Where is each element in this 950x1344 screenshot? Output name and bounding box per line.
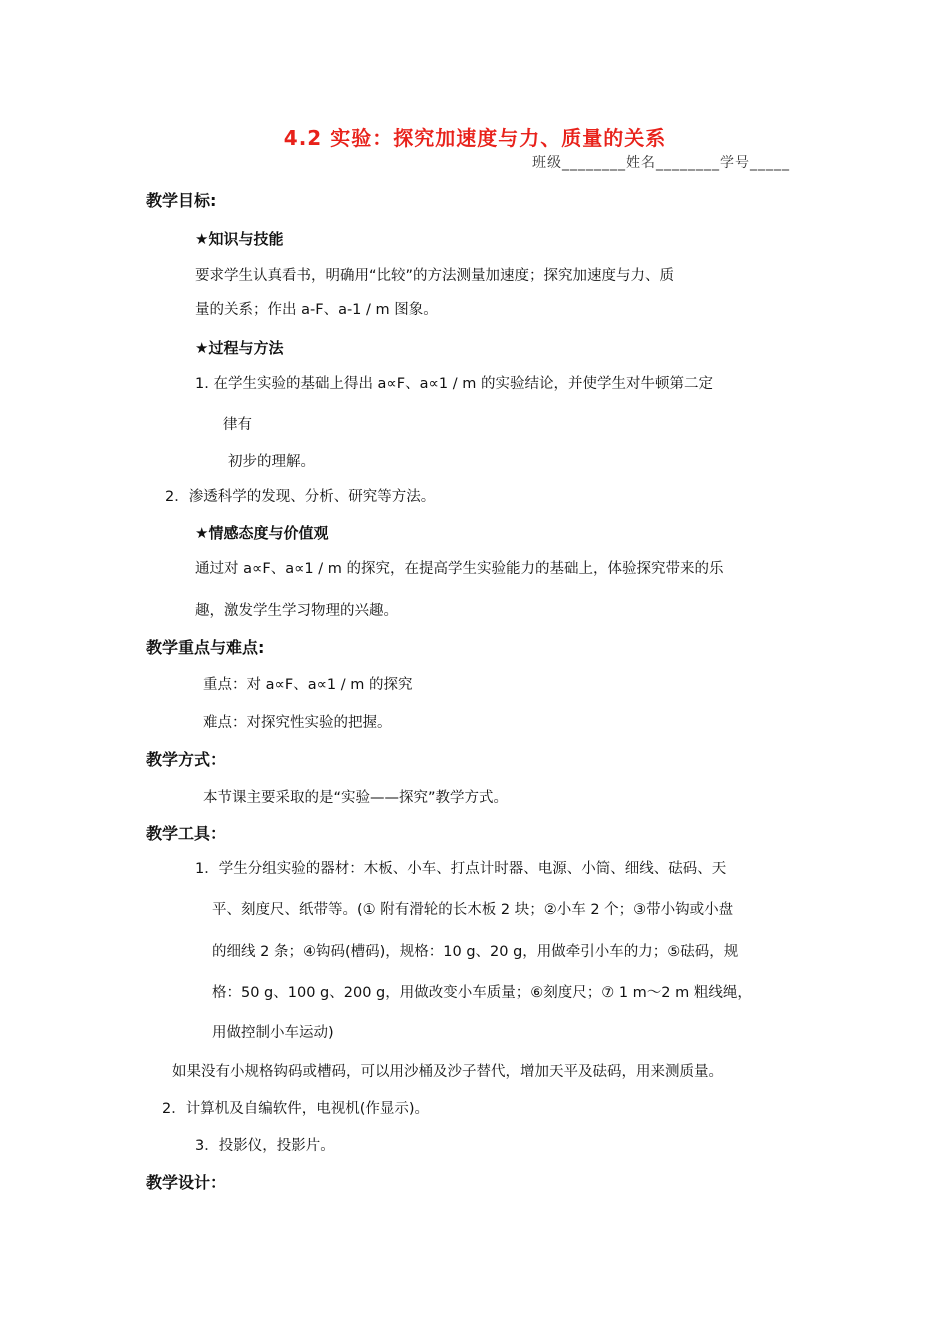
process-item-2: 2．渗透科学的发现、分析、研究等方法。 bbox=[165, 489, 436, 505]
emotion-line-2: 趣，激发学生学习物理的兴趣。 bbox=[195, 603, 398, 619]
tools-item-3: 3．投影仪，投影片。 bbox=[195, 1138, 335, 1154]
heading-teaching-goals: 教学目标: bbox=[146, 191, 217, 210]
emotion-line-1: 通过对 a∝F、a∝1 / m 的探究，在提高学生实验能力的基础上，体验探究带来的乐 bbox=[195, 561, 724, 577]
knowledge-line-2: 量的关系；作出 a-F、a-1 / m 图象。 bbox=[195, 302, 438, 318]
method-text: 本节课主要采取的是“实验——探究”教学方式。 bbox=[203, 790, 509, 806]
process-item-1-line-2: 律有 bbox=[223, 417, 252, 433]
subheading-knowledge: ★知识与技能 bbox=[195, 230, 284, 248]
focus-point: 重点：对 a∝F、a∝1 / m 的探究 bbox=[203, 677, 413, 693]
heading-teaching-tools: 教学工具： bbox=[146, 824, 227, 843]
process-item-1-line-3: 初步的理解。 bbox=[228, 454, 315, 470]
tools-item-1-line-2: 平、刻度尺、纸带等。(① 附有滑轮的长木板 2 块；②小车 2 个；③带小钩或小盘 bbox=[212, 902, 734, 918]
tools-item-1-line-4: 格：50 g、100 g、200 g，用做改变小车质量；⑥刻度尺；⑦ 1 m～2 m 粗线绳， bbox=[212, 985, 752, 1001]
tools-item-1-line-5: 用做控制小车运动) bbox=[212, 1025, 334, 1041]
heading-teaching-method: 教学方式： bbox=[146, 750, 227, 769]
tools-item-2: 2．计算机及自编软件，电视机(作显示)。 bbox=[162, 1101, 430, 1117]
knowledge-line-1: 要求学生认真看书，明确用“比较”的方法测量加速度；探究加速度与力、质 bbox=[195, 268, 675, 284]
page-title: 4.2 实验：探究加速度与力、质量的关系 bbox=[283, 126, 667, 150]
subheading-process: ★过程与方法 bbox=[195, 339, 284, 357]
tools-note: 如果没有小规格钩码或槽码，可以用沙桶及沙子替代，增加天平及砝码，用来测质量。 bbox=[172, 1064, 723, 1080]
tools-item-1-line-3: 的细线 2 条；④钩码(槽码)，规格：10 g、20 g，用做牵引小车的力；⑤砝码，规 bbox=[212, 944, 739, 960]
student-info-line: 班级________姓名________学号_____ bbox=[532, 155, 790, 171]
difficulty-point: 难点：对探究性实验的把握。 bbox=[203, 715, 392, 731]
heading-key-points: 教学重点与难点: bbox=[146, 638, 265, 657]
process-item-1-line-1: 1. 在学生实验的基础上得出 a∝F、a∝1 / m 的实验结论，并使学生对牛顿第二定 bbox=[195, 376, 713, 392]
heading-teaching-design: 教学设计： bbox=[146, 1173, 227, 1192]
subheading-emotion: ★情感态度与价值观 bbox=[195, 524, 329, 542]
tools-item-1-line-1: 1．学生分组实验的器材：木板、小车、打点计时器、电源、小筒、细线、砝码、天 bbox=[195, 861, 727, 877]
